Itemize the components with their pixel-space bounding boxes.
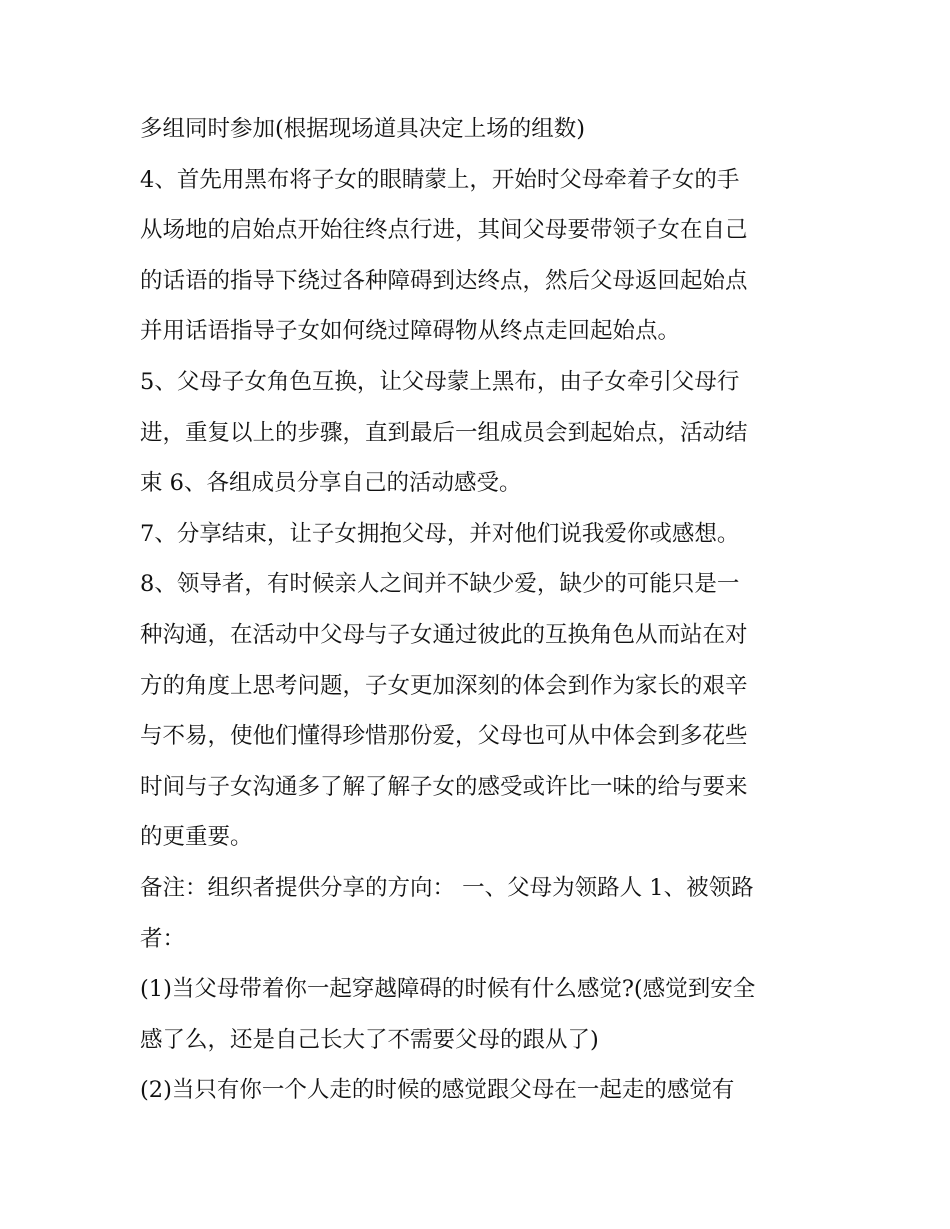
text-line: 备注：组织者提供分享的方向： 一、父母为领路人 1、被领路	[140, 874, 754, 901]
text-line: (1)当父母带着你一起穿越障碍的时候有什么感觉?(感觉到安全	[140, 976, 756, 1003]
text-line: 时间与子女沟通多了解了解子女的感受或许比一味的给与要来	[140, 773, 748, 800]
text-line: 4、首先用黑布将子女的眼睛蒙上，开始时父母牵着子女的手	[140, 166, 740, 193]
text-line: 与不易，使他们懂得珍惜那份爱，父母也可从中体会到多花些	[140, 723, 748, 750]
text-line: 束 6、各组成员分享自己的活动感受。	[140, 470, 522, 497]
text-line: 进，重复以上的步骤，直到最后一组成员会到起始点，活动结	[140, 419, 748, 446]
text-line: 的更重要。	[140, 824, 253, 851]
text-line: (2)当只有你一个人走的时候的感觉跟父母在一起走的感觉有	[140, 1077, 735, 1104]
document-body	[140, 104, 820, 1116]
text-line: 7、分享结束，让子女拥抱父母，并对他们说我爱你或感想。	[140, 520, 740, 547]
text-line: 的话语的指导下绕过各种障碍到达终点，然后父母返回起始点	[140, 267, 748, 294]
text-line: 并用话语指导子女如何绕过障碍物从终点走回起始点。	[140, 318, 681, 345]
text-line: 种沟通，在活动中父母与子女通过彼此的互换角色从而站在对	[140, 621, 748, 648]
text-line: 方的角度上思考问题，子女更加深刻的体会到作为家长的艰辛	[140, 672, 748, 699]
text-line: 8、领导者，有时候亲人之间并不缺少爱，缺少的可能只是一	[140, 571, 740, 598]
text-line: 者：	[140, 925, 186, 952]
text-line: 感了么，还是自己长大了不需要父母的跟从了)	[140, 1026, 599, 1053]
text-line: 多组同时参加(根据现场道具决定上场的组数)	[140, 116, 586, 142]
text-line: 5、父母子女角色互换，让父母蒙上黑布，由子女牵引父母行	[140, 368, 740, 395]
text-line: 从场地的启始点开始往终点行进，其间父母要带领子女在自己	[140, 217, 748, 244]
